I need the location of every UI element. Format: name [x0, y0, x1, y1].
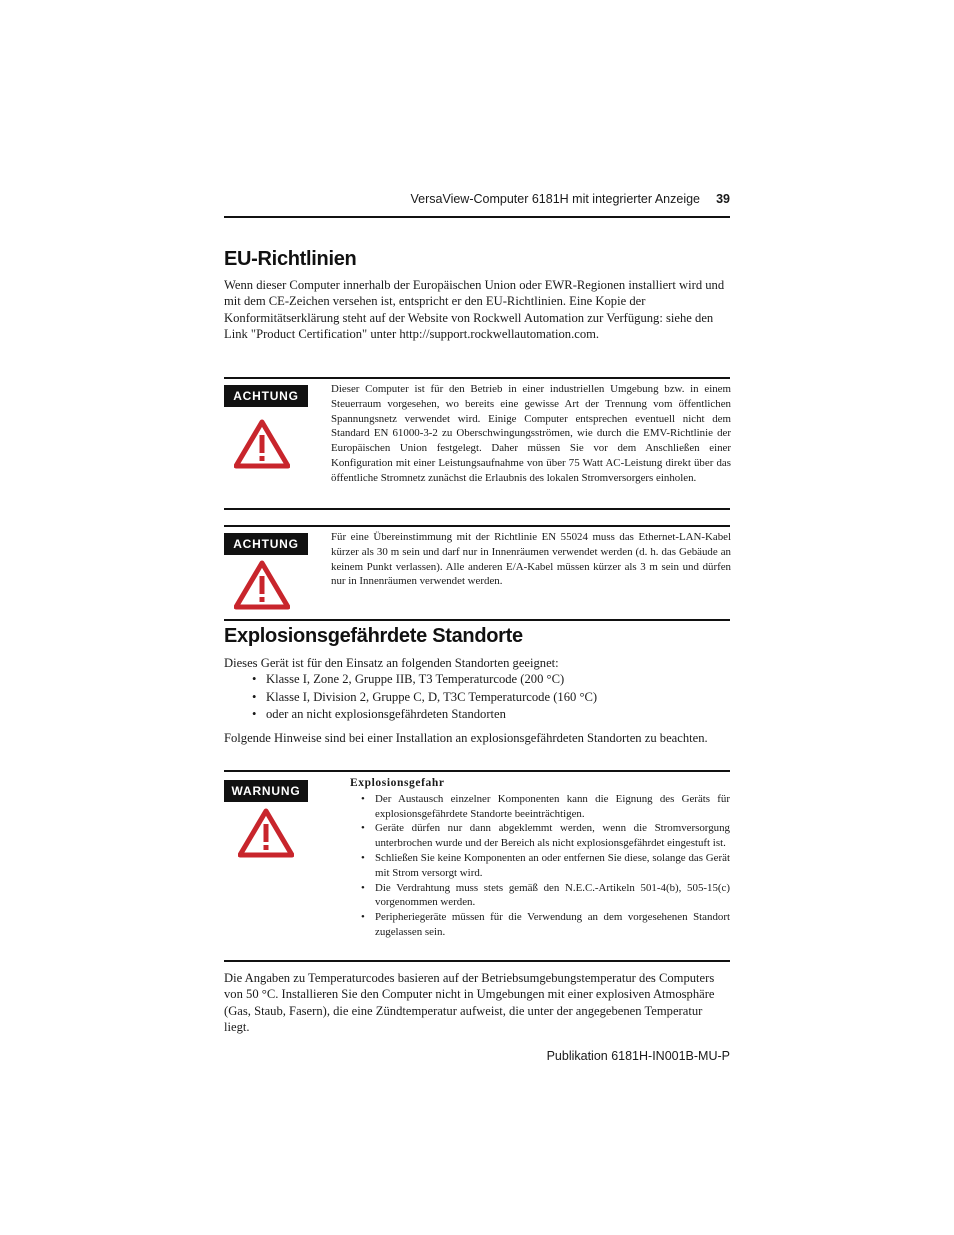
- attention-notice-1: [224, 377, 730, 510]
- warning-triangle-icon: [234, 560, 290, 610]
- attention-label: ACHTUNG: [224, 385, 308, 407]
- warning-triangle-icon: [238, 808, 294, 858]
- warning-notice: [224, 770, 730, 962]
- warning-content: [350, 776, 730, 940]
- running-header-title: VersaView-Computer 6181H mit integrierter Anzeige: [410, 192, 700, 206]
- warning-triangle-icon: [234, 419, 290, 469]
- page-header: [224, 190, 730, 218]
- warning-list: [350, 792, 730, 940]
- attention-text-1: Dieser Computer ist für den Betrieb in einer industriellen Umgebung bzw. in einem Steuerraum vorgesehen, wo bereits eine gewisse Art der Trennung vom öffentlichen Spannungsnetz verwendet wird. Einige Computer entsprechen eventuell nicht dem Standard EN 61000-3-2 zu Oberschwingungsströmen, wie durch die EMV-Richtlinie der Europäischen Union festgelegt. Daher müssen Sie vor dem Anschließen einer Konfiguration mit einer Leistungsaufnahme von über 75 Watt AC-Leistung direkt über das öffentliche Stromnetz zunächst die Erlaubnis des lokalen Stromversorgers einholen.: [331, 383, 731, 484]
- list-item: • Schließen Sie keine Komponenten an oder entfernen Sie diese, solange das Gerät mit Strom versorgt wird.: [350, 851, 730, 881]
- attention-notice-2: [224, 525, 730, 621]
- list-item: • Der Austausch einzelner Komponenten kann die Eignung des Geräts für explosionsgefährdete Standorte beeinträchtigen.: [350, 792, 730, 822]
- hazardous-intro: Dieses Gerät ist für den Einsatz an folgenden Standorten geeignet:: [224, 656, 559, 670]
- eu-paragraph: Wenn dieser Computer innerhalb der Europäischen Union oder EWR-Regionen installiert wird und mit dem CE-Zeichen versehen ist, entspricht er den EU-Richtlinien. Eine Kopie der Konformitätserklärung steht auf der Website von Rockwell Automation zur Verfügung: siehe den Link "Product Certification" unter http://support.rockwellautomation.com.: [224, 278, 725, 342]
- heading-eu-directives: EU-Richtlinien: [224, 248, 357, 270]
- warning-label: WARNUNG: [224, 780, 308, 802]
- closing-paragraph: Die Angaben zu Temperaturcodes basieren auf der Betriebsumgebungstemperatur des Computers von 50 °C. Installieren Sie den Computer nicht in Umgebungen mit einer explosiven Atmosphäre (Gas, Staub, Fasern), die eine Zündtemperatur aufweist, die unter der angegebenen Temperatur liegt.: [224, 971, 715, 1035]
- publication-footer: Publikation 6181H-IN001B-MU-P: [546, 1049, 730, 1063]
- list-item: • oder an nicht explosionsgefährdeten Standorten: [224, 706, 730, 724]
- list-item: • Klasse I, Zone 2, Gruppe IIB, T3 Temperaturcode (200 °C): [224, 671, 730, 689]
- warning-title: Explosionsgefahr: [350, 777, 445, 789]
- attention-text-2: Für eine Übereinstimmung mit der Richtlinie EN 55024 muss das Ethernet-LAN-Kabel kürzer als 30 m sein und darf nur in Innenräumen verwendet werden (d. h. das Gebäude an keinem Punkt verlassen). Alle anderen E/A-Kabel müssen kürzer als 3 m sein und dürfen nur in Innenräumen verwendet werden.: [331, 531, 731, 588]
- list-item: • Geräte dürfen nur dann abgeklemmt werden, wenn die Stromversorgung unterbrochen wurde und der Bereich als nicht explosionsgefährdet eingestuft ist.: [350, 821, 730, 851]
- attention-label: ACHTUNG: [224, 533, 308, 555]
- list-item: • Die Verdrahtung muss stets gemäß den N.E.C.-Artikeln 501-4(b), 505-15(c) vorgenommen werden.: [350, 881, 730, 911]
- list-item: • Peripheriegeräte müssen für die Verwendung an dem vorgesehenen Standort zugelassen sein.: [350, 910, 730, 940]
- page-number: 39: [716, 192, 730, 206]
- hazardous-note: Folgende Hinweise sind bei einer Installation an explosionsgefährdeten Standorten zu beachten.: [224, 731, 708, 745]
- heading-hazardous-locations: Explosionsgefährdete Standorte: [224, 625, 523, 647]
- location-list: [224, 671, 730, 724]
- list-item: • Klasse I, Division 2, Gruppe C, D, T3C Temperaturcode (160 °C): [224, 689, 730, 707]
